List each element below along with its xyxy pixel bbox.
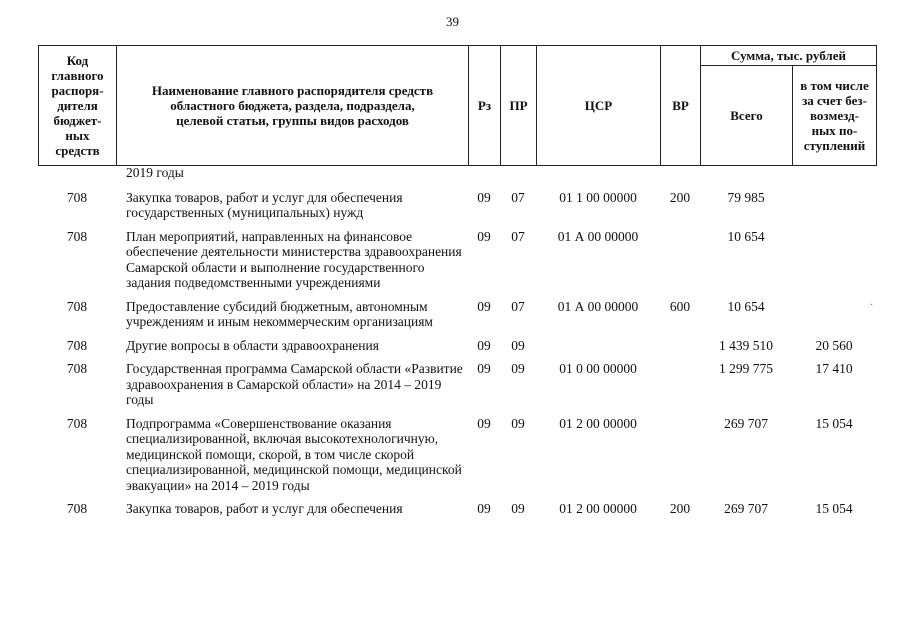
cell-code: 708 — [66, 415, 88, 431]
table-row — [38, 187, 876, 226]
cell-vr: 200 — [669, 501, 691, 516]
cell-total: 10 654 — [727, 298, 765, 314]
header-code-line: бюджет- — [53, 113, 102, 128]
cell-csr — [536, 335, 660, 359]
header-pr: ПР — [501, 46, 537, 166]
cell-pr: 09 — [511, 415, 525, 431]
cell-pr: 07 — [511, 298, 525, 314]
cell-pr: 09 — [511, 361, 525, 376]
cell-vr: 200 — [669, 189, 691, 205]
cell-rz: 09 — [477, 501, 491, 516]
cell-vr — [660, 226, 700, 296]
cell-name: План мероприятий, направленных на финансовое обеспечение деятельности министерства здравоохранения Самарской области и выполнение государственного задания подведомственными учреждениями — [126, 228, 462, 290]
table-row — [38, 226, 876, 296]
cell-pr: 07 — [511, 189, 525, 205]
cell-rz: 09 — [477, 298, 491, 314]
cell-incl: 15 054 — [815, 415, 853, 431]
cell-code: 708 — [66, 361, 88, 376]
table-row — [38, 335, 876, 359]
header-code-line: средств — [55, 143, 100, 158]
header-vr: ВР — [661, 46, 701, 166]
cell-rz: 09 — [477, 361, 491, 376]
cell-incl: 20 560 — [815, 337, 853, 353]
cell-vr — [660, 358, 700, 413]
header-code-line: распоря- — [51, 83, 104, 98]
header-incl — [793, 66, 877, 166]
cell-incl — [792, 187, 876, 226]
table-row — [38, 296, 876, 335]
cell-vr: 600 — [669, 298, 691, 314]
header-incl-line: ступлений — [803, 138, 866, 153]
cell-rz: 09 — [477, 189, 491, 205]
cell-vr — [660, 335, 700, 359]
header-name — [117, 46, 469, 166]
cell-vr — [660, 413, 700, 499]
cell-name: Подпрограмма «Совершенствование оказания специализированной, включая высокотехнологичную, медицинской помощи, скорой, в том числе скорой специализированной, медицинской помощи, медицинской эвакуации» на 2014 – 2019 годы — [126, 415, 462, 493]
cell-total: 269 707 — [724, 415, 768, 431]
cell-total: 1 299 775 — [719, 361, 773, 376]
cell-csr: 01 0 00 00000 — [559, 361, 637, 376]
cell-incl: 17 410 — [815, 361, 853, 376]
cell-name: Предоставление субсидий бюджетным, автономным учреждениям и иным некоммерческим организациям — [126, 298, 433, 329]
header-code-line: Код — [66, 53, 89, 68]
cell-csr: 01 2 00 00000 — [559, 415, 637, 431]
cell-code: 708 — [66, 298, 88, 314]
header-code-line: главного — [51, 68, 104, 83]
header-code — [39, 46, 117, 166]
cell-pr: 09 — [511, 501, 525, 516]
cell-name: Государственная программа Самарской области «Развитие здравоохранения в Самарской области» на 2014 – 2019 годы — [126, 361, 463, 407]
cell-rz: 09 — [477, 415, 491, 431]
cell-total: 10 654 — [727, 228, 765, 244]
cell-csr: 01 1 00 00000 — [559, 189, 637, 205]
cell-rz: 09 — [477, 228, 491, 244]
cell-code: 708 — [66, 501, 88, 516]
table-header — [38, 45, 877, 166]
continuation-text: 2019 годы — [126, 165, 184, 180]
header-incl-line: в том числе — [800, 78, 869, 93]
table-row — [38, 498, 876, 522]
table-row — [38, 413, 876, 499]
cell-csr: 01 А 00 00000 — [557, 298, 639, 314]
cell-name: Другие вопросы в области здравоохранения — [126, 337, 379, 353]
header-total: Всего — [701, 66, 793, 166]
header-name-line: целевой статьи, группы видов расходов — [176, 113, 409, 128]
cell-total: 269 707 — [724, 501, 768, 516]
header-incl-line: за счет без- — [802, 93, 867, 108]
cell-csr: 01 А 00 00000 — [557, 228, 639, 244]
header-name-line: Наименование главного распорядителя средств — [151, 83, 434, 98]
cell-incl — [792, 226, 876, 296]
cell-rz: 09 — [477, 337, 491, 353]
cell-total: 79 985 — [727, 189, 765, 205]
page-number: 39 — [446, 14, 459, 29]
scan-speck: · — [870, 300, 874, 311]
header-csr: ЦСР — [537, 46, 661, 166]
header-incl-line: возмезд- — [810, 108, 859, 123]
header-name-line: областного бюджета, раздела, подраздела, — [170, 98, 415, 113]
continuation-row — [38, 165, 876, 187]
cell-pr: 07 — [511, 228, 525, 244]
cell-total: 1 439 510 — [719, 337, 773, 353]
cell-incl — [792, 296, 876, 335]
cell-csr: 01 2 00 00000 — [559, 501, 637, 516]
header-rz: Рз — [469, 46, 501, 166]
table-body — [38, 165, 876, 522]
cell-code: 708 — [66, 228, 88, 244]
cell-code: 708 — [66, 189, 88, 205]
cell-name: Закупка товаров, работ и услуг для обеспечения — [126, 501, 403, 516]
table-row — [38, 358, 876, 413]
header-code-line: дителя — [57, 98, 98, 113]
header-sum: Сумма, тыс. рублей — [701, 46, 877, 66]
cell-code: 708 — [66, 337, 88, 353]
cell-incl: 15 054 — [815, 501, 853, 516]
header-code-line: ных — [65, 128, 90, 143]
cell-name: Закупка товаров, работ и услуг для обеспечения государственных (муниципальных) нужд — [126, 189, 403, 220]
header-incl-line: ных по- — [811, 123, 858, 138]
cell-pr: 09 — [511, 337, 525, 353]
